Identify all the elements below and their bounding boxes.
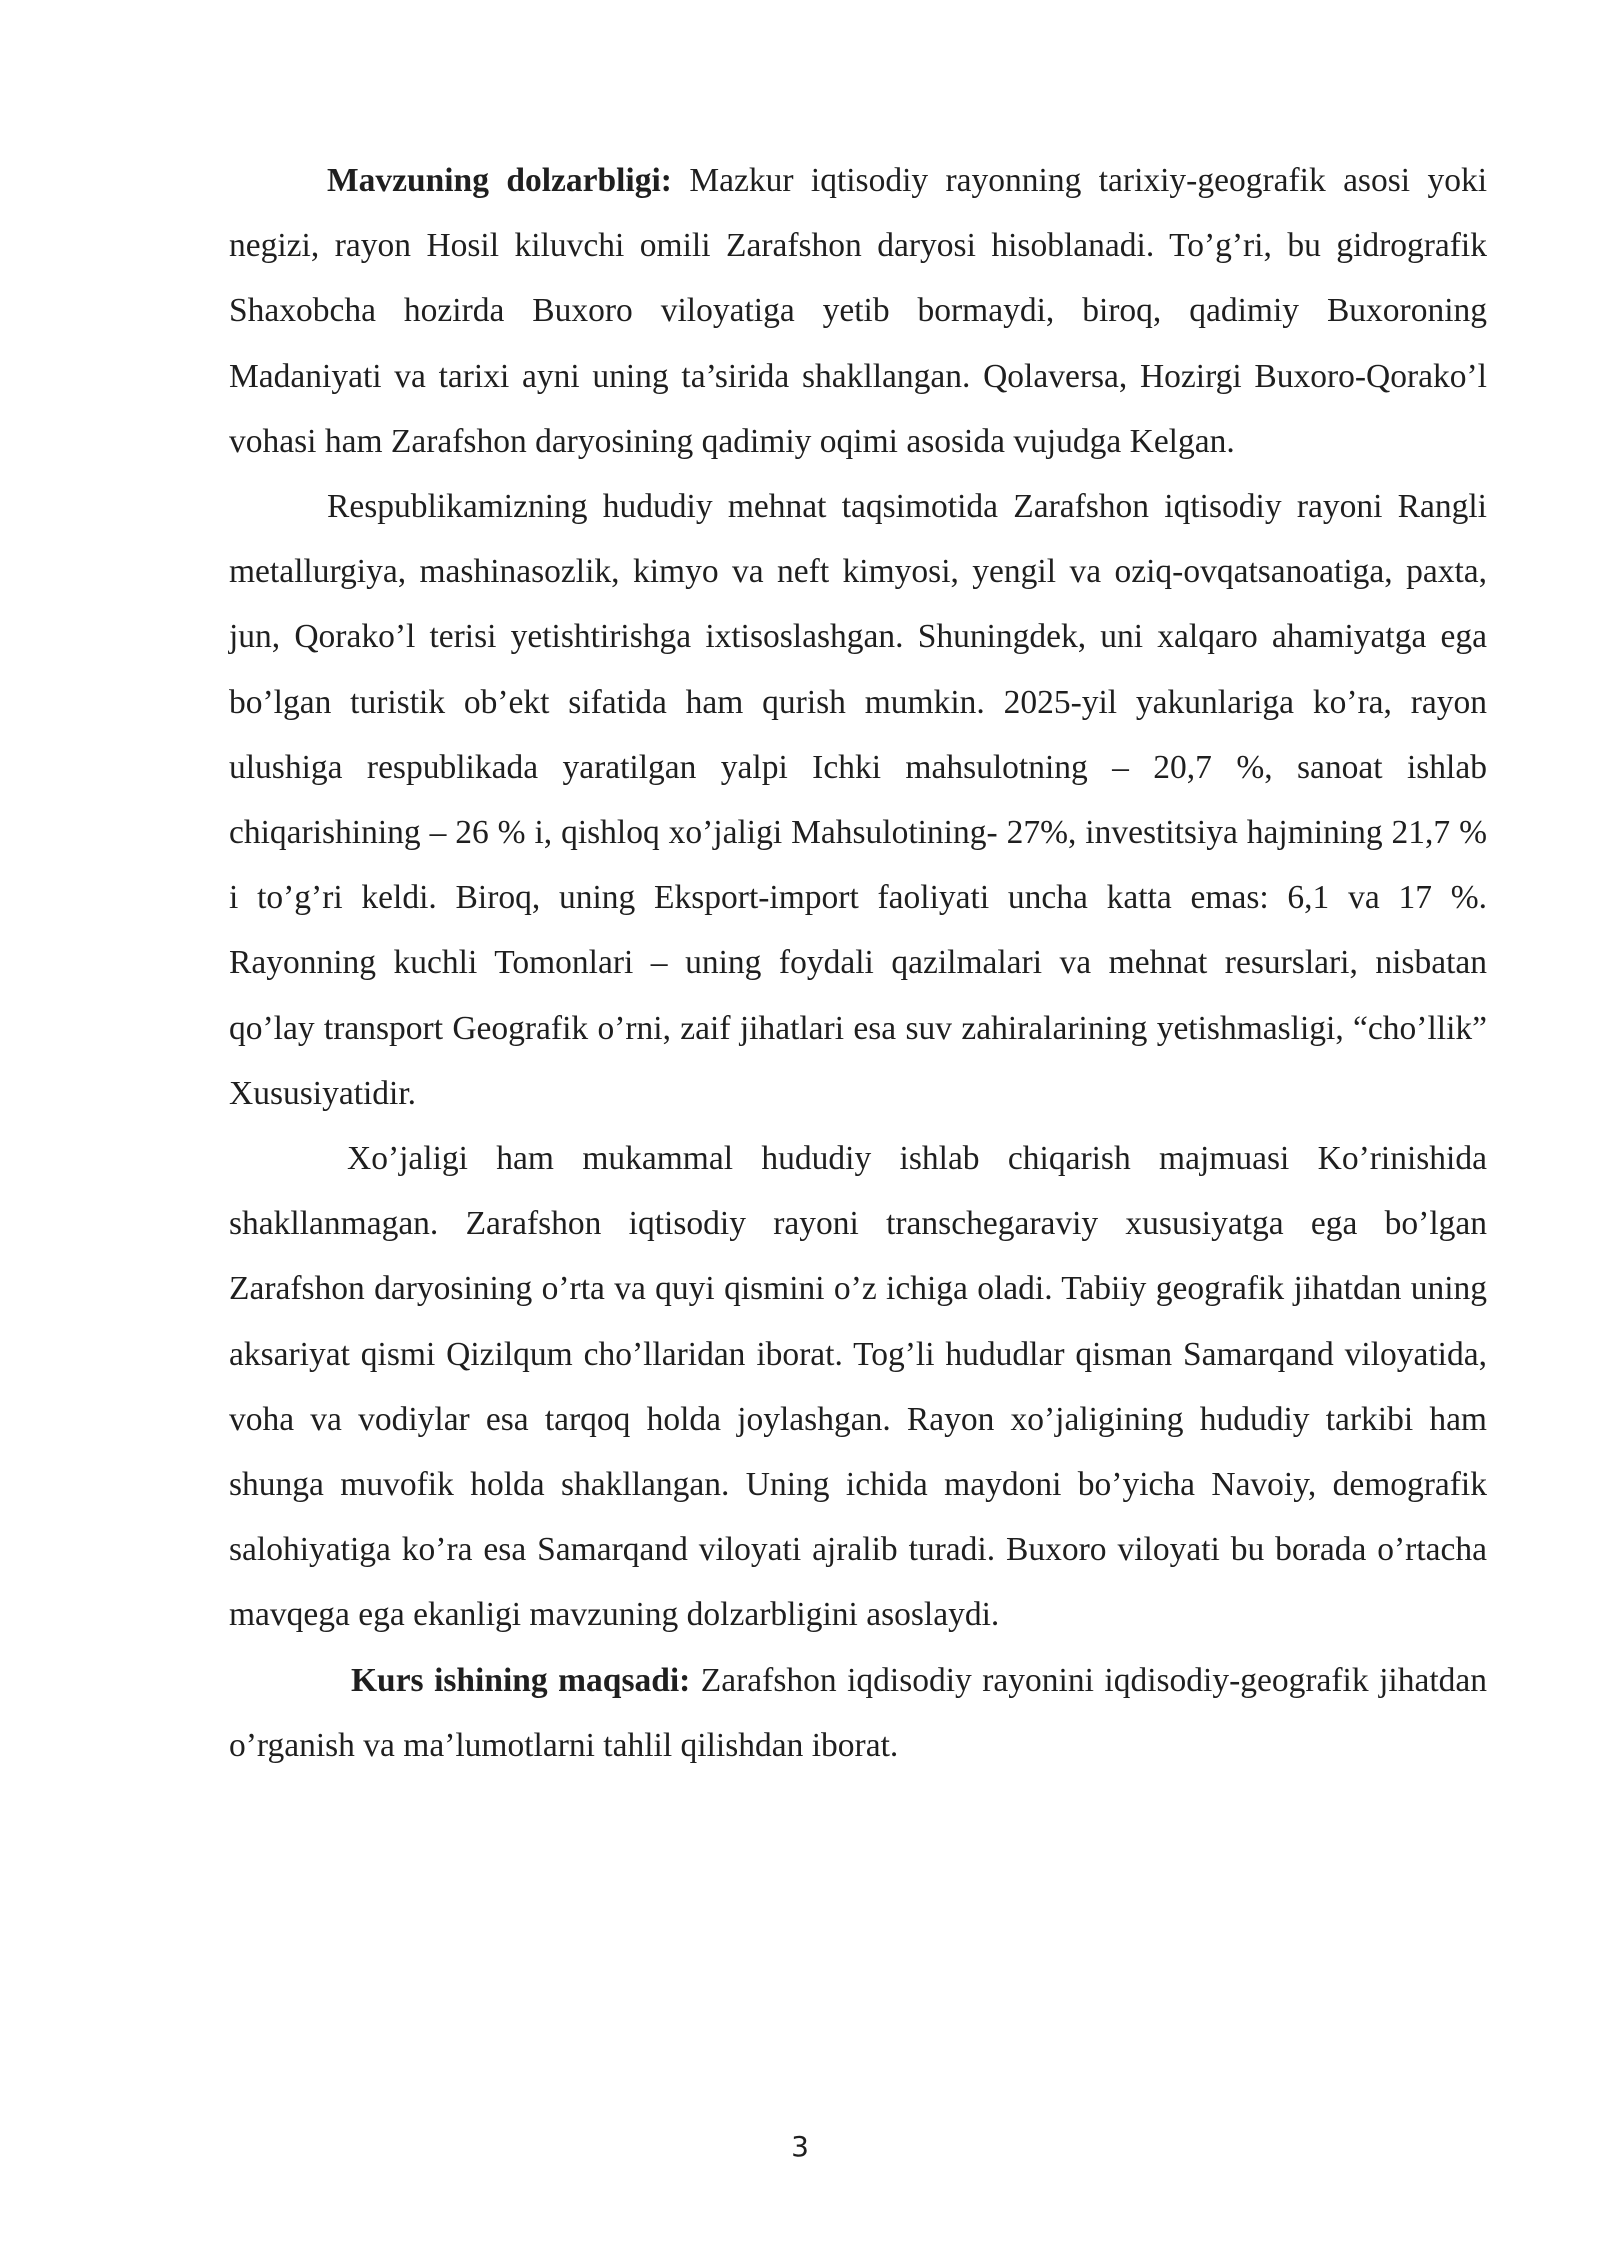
document-body — [229, 148, 1487, 1778]
paragraph-specialization — [229, 474, 1487, 1126]
paragraph-goal — [229, 1648, 1487, 1778]
paragraph-lead-goal: Kurs ishining maqsadi: — [351, 1661, 691, 1699]
page-number: 3 — [791, 2130, 809, 2163]
paragraph-relevance — [229, 148, 1487, 474]
paragraph-economy — [229, 1126, 1487, 1648]
paragraph-text-economy: Xo’jaligi ham mukammal hududiy ishlab chiqarish majmuasi Ko’rinishida shakllanmagan. Zarafshon iqtisodiy rayoni transchegaraviy xususiyatga ega bo’lgan Zarafshon daryosining o’rta va quyi qismini o’z ichiga oladi. Tabiiy geografik jihatdan uning aksariyat qismi Qizilqum cho’llaridan iborat. Tog’li hududlar qisman Samarqand viloyatida, voha va vodiylar esa tarqoq holda joylashgan. Rayon xo’jaligining hududiy tarkibi ham shunga muvofik holda shakllangan. Uning ichida maydoni bo’yicha Navoiy, demografik salohiyatiga ko’ra esa Samarqand viloyati ajralib turadi. Buxoro viloyati bu borada o’rtacha mavqega ega ekanligi mavzuning dolzarbligini asoslaydi. — [229, 1140, 1487, 1634]
paragraph-lead-relevance: Mavzuning dolzarbligi: — [327, 162, 672, 199]
paragraph-text-goal: Zarafshon iqdisodiy rayonini iqdisodiy-geografik jihatdan o’rganish va ma’lumotlarni tahlil qilishdan iborat. — [229, 1661, 1487, 1764]
paragraph-text-relevance: Mazkur iqtisodiy rayonning tarixiy-geografik asosi yoki negizi, rayon Hosil kiluvchi omili Zarafshon daryosi hisoblanadi. To’g’ri, bu gidrografik Shaxobcha hozirda Buxoro viloyatiga yetib bormaydi, biroq, qadimiy Buxoroning Madaniyati va tarixi ayni uning ta’sirida shakllangan. Qolaversa, Hozirgi Buxoro-Qorako’l vohasi ham Zarafshon daryosining qadimiy oqimi asosida vujudga Kelgan. — [229, 162, 1487, 460]
paragraph-text-specialization: Respublikamizning hududiy mehnat taqsimotida Zarafshon iqtisodiy rayoni Rangli metallurgiya, mashinasozlik, kimyo va neft kimyosi, yengil va oziq-ovqatsanoatiga, paxta, jun, Qorako’l terisi yetishtirishga ixtisoslashgan. Shuningdek, uni xalqaro ahamiyatga ega bo’lgan turistik ob’ekt sifatida ham qurish mumkin. 2025-yil yakunlariga ko’ra, rayon ulushiga respublikada yaratilgan yalpi Ichki mahsulotning – 20,7 %, sanoat ishlab chiqarishining – 26 % i, qishloq xo’jaligi Mahsulotining- 27%, investitsiya hajmining 21,7 % i to’g’ri keldi. Biroq, uning Eksport-import faoliyati uncha katta emas: 6,1 va 17 %. Rayonning kuchli Tomonlari – uning foydali qazilmalari va mehnat resurslari, nisbatan qo’lay transport Geografik o’rni, zaif jihatlari esa suv zahiralarining yetishmasligi, “cho’llik” Xususiyatidir. — [229, 488, 1487, 1112]
